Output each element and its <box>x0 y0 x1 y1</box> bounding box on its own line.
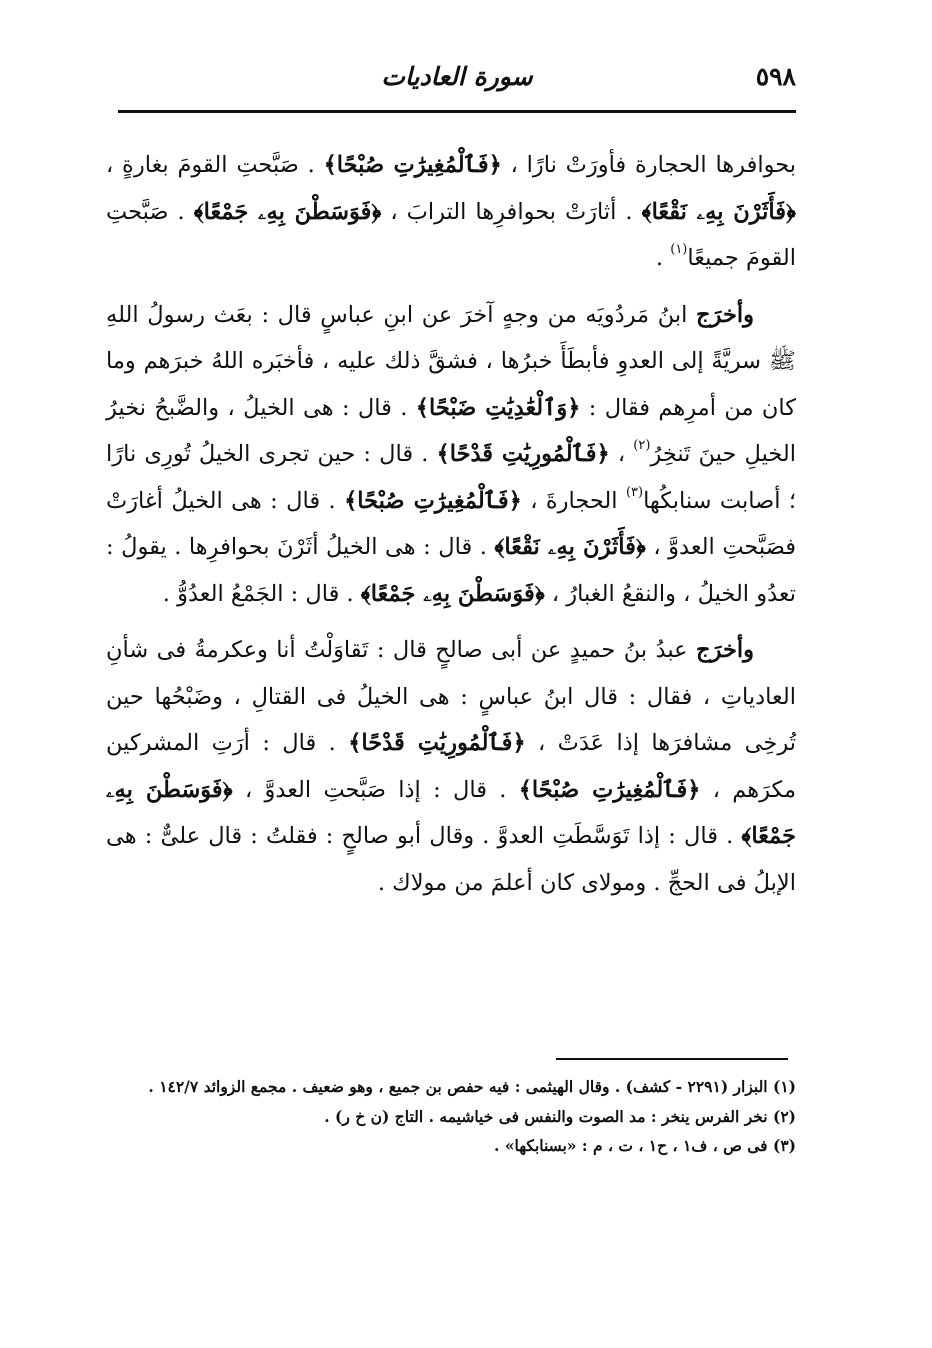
text-span: . صَبَّحتِ القومَ بغارةٍ ، <box>106 152 324 178</box>
text-span: بحوافرها الحجارة فأورَتْ نارًا ، <box>501 152 796 178</box>
quran-verse: ﴿فَأَثَرْنَ بِهِۦ نَقْعًا﴾ <box>641 198 796 225</box>
quran-verse: ﴿فَوَسَطْنَ بِهِۦ جَمْعًا﴾ <box>360 580 545 607</box>
text-span: . أثارَتْ بحوافرِها الترابَ ، <box>381 198 642 225</box>
quran-verse: ﴿وَٱلْعَٰدِيَٰتِ ضَبْحًا﴾ <box>415 394 581 421</box>
paragraph-1 <box>106 142 796 282</box>
text-span: ، <box>609 441 634 467</box>
page-header <box>118 56 796 104</box>
quran-verse: ﴿فَٱلْمُغِيرَٰتِ صُبْحًا﴾ <box>344 487 522 514</box>
main-text <box>106 142 796 916</box>
text-span: عبدُ بنُ حميدٍ عن أبى صالحٍ قال : تَقاوَلْتُ أنا وعكرمةُ فى شأنِ العادياتِ ، فقال : قال ابنُ عباسٍ : هى الخيلُ فى القتالِ ، وضَبْحُها حين تُرخِى مشافرَها إذا عَدَتْ ، <box>106 637 797 756</box>
text-span: . <box>655 245 671 271</box>
text-span: الحجارةَ ، <box>521 487 626 514</box>
text-span: . صَبَّحتِ القومَ جميعًا <box>106 198 796 271</box>
quran-verse: ﴿فَٱلْمُغِيرَٰتِ صُبْحًا﴾ <box>323 152 502 178</box>
header-divider <box>118 110 796 113</box>
footnote-ref[interactable]: (٣) <box>625 484 644 500</box>
quran-verse: ﴿فَوَسَطْنَ بِهِۦ جَمْعًا﴾ <box>106 776 796 849</box>
quran-verse: ﴿فَٱلْمُورِيَٰتِ قَدْحًا﴾ <box>348 730 526 756</box>
text-span: ابنُ مَردُويَه من وجهٍ آخرَ عن ابنِ عباسٍ قال : بعَث رسولُ اللهِ ﷺ سريَّةً إلى العدوِ فأبطَأَ خبرُها ، فشقَّ ذلك عليه ، فأخبَره اللهُ خبرَهم وما كان من أمرِهم فقال : <box>106 301 796 421</box>
footnote-ref[interactable]: (١) <box>670 242 688 257</box>
paragraph-opener: وأخرَج <box>696 637 754 663</box>
quran-verse: ﴿فَٱلْمُورِيَٰتِ قَدْحًا﴾ <box>436 441 610 467</box>
surah-title: سورة العاديات <box>381 62 533 91</box>
text-span: . قال : هى الخيلُ أثَرْنَ بحوافرِها . يقولُ : تعدُو الخيلُ ، والنقعُ الغبارُ ، <box>106 534 796 607</box>
quran-verse: ﴿فَأَثَرْنَ بِهِۦ نَقْعًا﴾ <box>494 534 646 560</box>
footnote-3: (٣) فى ص ، ف١ ، ح١ ، ت ، م : «بسنابكها» . <box>494 1136 796 1155</box>
text-span: . قال : هى الخيلُ أغارَتْ فصَبَّحتِ العدوَّ ، <box>106 487 796 560</box>
footnote-2: (٢) نخر الفرس ينخر : مد الصوت والنفس فى خياشيمه . التاج (ن خ ر) . <box>324 1106 796 1126</box>
paragraph-3 <box>106 627 796 906</box>
paragraph-opener: وأخرَج <box>696 301 754 328</box>
text-span: . قال : هى الخيلُ ، والضَّبحُ نخيرُ الخيلِ حينَ تَنخِرُ <box>106 394 796 467</box>
text-span: . قال : أرَتِ المشركين مكرَهم ، <box>106 730 796 803</box>
text-span: . قال : إذا صَبَّحتِ العدوَّ ، <box>232 776 519 803</box>
paragraph-2 <box>106 292 796 618</box>
footnote-divider <box>556 1058 788 1060</box>
text-span: . قال : إذا تَوَسَّطَتِ العدوَّ . وقال أبو صالحٍ : فقلتُ : قال علىٌّ : هى الإبلُ فى الحجِّ . ومولاى كان أعلمَ من مولاك . <box>106 823 796 896</box>
text-span: . قال : حين تجرى الخيلُ تُورِى نارًا ؛ أصابت سنابكُها <box>106 441 796 514</box>
footnote-1: (١) البزار (٢٢٩١ - كشف) . وقال الهيثمى : فيه حفص بن جميع ، وهو ضعيف . مجمع الزوائد ١٤٢/٧ . <box>148 1077 796 1096</box>
quran-verse: ﴿فَٱلْمُغِيرَٰتِ صُبْحًا﴾ <box>518 776 701 803</box>
quran-verse: ﴿فَوَسَطْنَ بِهِۦ جَمْعًا﴾ <box>193 198 382 225</box>
footnote-ref[interactable]: (٢) <box>633 438 651 453</box>
text-span: . قال : الجَمْعُ العدُوُّ . <box>162 580 361 607</box>
footnotes <box>108 1072 796 1161</box>
page-number: ٥٩٨ <box>755 62 796 91</box>
